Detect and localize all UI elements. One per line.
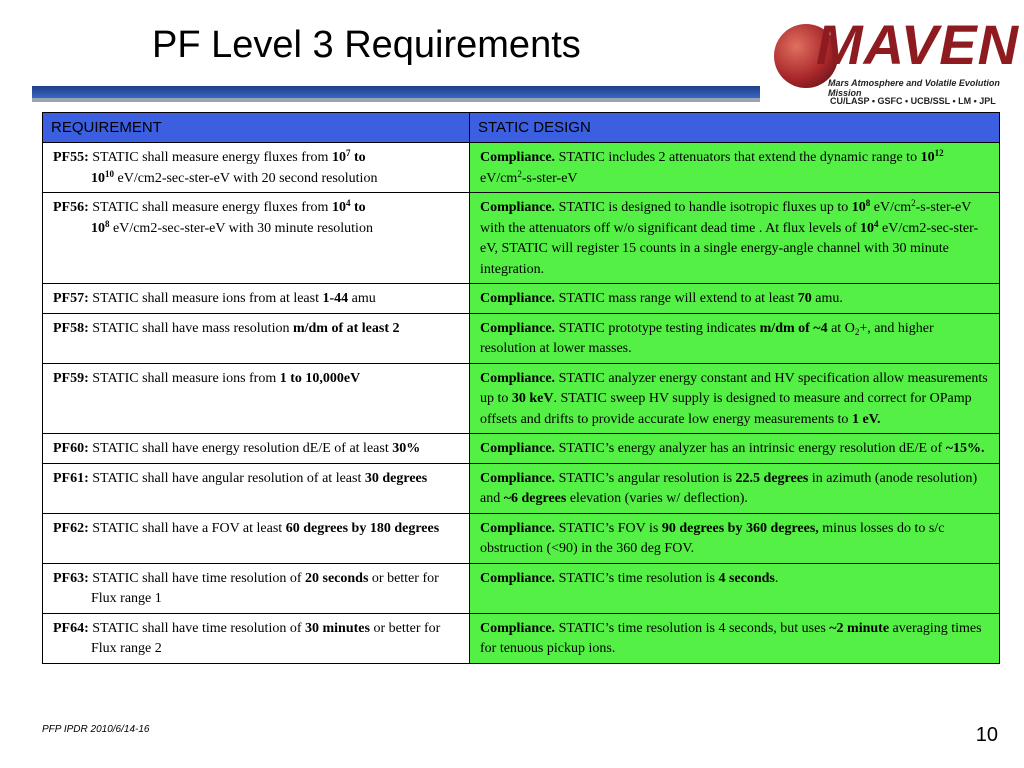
text-run: STATIC shall measure energy fluxes from: [92, 150, 332, 165]
requirement-cell: [43, 284, 470, 314]
logo-partners: CU/LASP • GSFC • UCB/SSL • LM • JPL: [830, 96, 996, 106]
text-run: Compliance.: [480, 441, 556, 456]
text-run: at O: [827, 320, 855, 336]
text-run: 10: [331, 150, 346, 165]
text-run: eV/cm: [870, 200, 912, 215]
text-run: ~15%.: [945, 441, 985, 456]
page-number: 10: [975, 724, 998, 746]
logo-wordmark: MAVEN: [816, 13, 1020, 76]
text-run: ~2 minute: [829, 620, 890, 636]
footer-text: PFP IPDR 2010/6/14-16: [42, 724, 150, 735]
text-run: 10: [920, 150, 935, 165]
text-run: 2: [911, 198, 916, 208]
text-run: STATIC analyzer energy constant and HV specification allow measurements up to: [480, 370, 988, 406]
requirement-id: PF57:: [53, 291, 89, 306]
requirement-id: PF64:: [53, 620, 89, 636]
title-rule-shadow: [32, 98, 760, 102]
design-cell: [470, 193, 1000, 284]
text-run: amu.: [811, 291, 843, 306]
requirement-cell: [43, 193, 470, 284]
requirement-id: PF63:: [53, 570, 89, 586]
design-cell: [470, 563, 1000, 613]
text-run: 4: [874, 218, 879, 229]
text-run: STATIC mass range will extend to at least: [555, 291, 798, 306]
text-run: STATIC shall measure ions from at least: [92, 291, 323, 306]
page-title: PF Level 3 Requirements: [152, 24, 581, 66]
table-row: [43, 434, 1000, 464]
text-run: to: [350, 200, 366, 215]
requirement-text: [53, 148, 459, 189]
text-run: in azimuth (anode resolution) and: [480, 470, 978, 506]
text-run: minus losses do to s/c obstruction (<90) in the 360 deg FOV.: [480, 520, 945, 556]
text-run: 20 seconds: [305, 570, 369, 586]
header-requirement: REQUIREMENT: [43, 113, 470, 143]
text-run: STATIC includes 2 attenuators that extend the dynamic range to: [555, 150, 921, 165]
table-row: [43, 513, 1000, 563]
text-run: STATIC shall have time resolution of: [92, 570, 305, 586]
text-run: averaging times for tenuous pickup ions.: [480, 620, 982, 656]
requirement-text: [53, 619, 459, 660]
text-run: m/dm of ~4: [759, 320, 828, 336]
requirement-id: PF56:: [53, 200, 89, 215]
table-row: [43, 193, 1000, 284]
text-run: Compliance.: [480, 470, 556, 486]
design-cell: [470, 143, 1000, 193]
text-run: 10: [860, 220, 874, 236]
requirement-cell: [43, 363, 470, 434]
design-cell: [470, 434, 1000, 464]
requirement-id: PF58:: [53, 320, 89, 336]
text-run: eV/cm2-sec-ster-eV, STATIC will register 15 counts in a single energy-angle channel with 30 minute integration.: [480, 220, 979, 277]
text-run: 90 degrees by 360 degrees,: [661, 520, 819, 536]
table-row: [43, 363, 1000, 434]
text-run: 1 eV.: [851, 411, 881, 427]
text-run: STATIC’s energy analyzer has an intrinsic energy resolution dE/E of: [555, 441, 946, 456]
requirements-table: [42, 112, 1000, 664]
text-run: 10: [91, 170, 105, 186]
text-run: STATIC shall have mass resolution: [92, 320, 293, 336]
text-run: 30 degrees: [364, 470, 428, 486]
text-run: STATIC shall have angular resolution of at least: [92, 470, 365, 486]
header-static-design: STATIC DESIGN: [470, 113, 1000, 143]
table-row: [43, 563, 1000, 613]
text-run: eV/cm2-sec-ster-eV with 20 second resolution: [114, 170, 378, 186]
requirement-text: [53, 319, 459, 340]
text-run: . STATIC sweep HV supply is designed to measure and correct for OPamp offsets and drifts to provide accurate low energy measurements to: [480, 391, 972, 427]
text-run: STATIC’s angular resolution is: [555, 470, 736, 486]
requirement-id: PF59:: [53, 370, 89, 386]
text-run: Compliance.: [480, 320, 556, 336]
text-run: 10: [851, 200, 866, 215]
requirement-cell: [43, 463, 470, 513]
text-run: -s-ster-eV with the attenuators off w/o significant dead time . At flux levels of: [480, 200, 972, 236]
text-run: .: [774, 570, 779, 586]
table-row: [43, 143, 1000, 193]
text-run: 7: [345, 148, 351, 158]
requirement-id: PF61:: [53, 470, 89, 486]
requirement-id: PF60:: [53, 441, 89, 456]
text-run: to: [350, 150, 366, 165]
title-rule: [32, 86, 760, 98]
text-run: 60 degrees by 180 degrees: [285, 520, 440, 536]
text-run: Compliance.: [480, 370, 556, 386]
text-run: -s-ster-eV: [521, 170, 578, 186]
requirement-cell: [43, 513, 470, 563]
text-run: 2: [854, 326, 860, 337]
table-row: [43, 463, 1000, 513]
text-run: eV/cm2-sec-ster-eV with 30 minute resolution: [109, 220, 373, 236]
requirement-cell: [43, 563, 470, 613]
text-run: ~6 degrees: [503, 491, 567, 506]
text-run: STATIC’s time resolution is: [555, 570, 719, 586]
requirement-text: [53, 369, 459, 390]
text-run: 1-44: [322, 291, 349, 306]
table-header-row: [43, 113, 1000, 143]
design-cell: [470, 363, 1000, 434]
text-run: 30 minutes: [305, 620, 370, 636]
text-run: 10: [331, 200, 346, 215]
text-run: eV/cm: [480, 170, 518, 186]
text-run: or better for Flux range 1: [91, 570, 439, 606]
requirement-text: [53, 289, 459, 310]
text-run: +, and higher resolution at lower masses.: [480, 320, 934, 356]
text-run: 10: [105, 168, 114, 179]
requirement-cell: [43, 434, 470, 464]
text-run: 30 keV: [511, 391, 554, 406]
text-run: 4: [345, 198, 351, 208]
maven-logo: [770, 10, 1020, 110]
text-run: amu: [348, 291, 376, 306]
text-run: 10: [91, 220, 105, 236]
text-run: STATIC shall have time resolution of: [92, 620, 305, 636]
requirement-text: [53, 469, 459, 490]
design-cell: [470, 284, 1000, 314]
requirement-cell: [43, 313, 470, 363]
text-run: Compliance.: [480, 620, 556, 636]
text-run: Compliance.: [480, 150, 556, 165]
requirement-text: [53, 198, 459, 239]
text-run: STATIC’s time resolution is 4 seconds, but uses: [555, 620, 830, 636]
requirement-id: PF55:: [53, 150, 89, 165]
text-run: 1 to 10,000eV: [279, 370, 361, 386]
text-run: Compliance.: [480, 200, 556, 215]
design-cell: [470, 613, 1000, 663]
text-run: STATIC shall measure energy fluxes from: [92, 200, 332, 215]
text-run: 30%: [392, 441, 421, 456]
text-run: 8: [865, 198, 871, 208]
text-run: m/dm of at least 2: [292, 320, 400, 336]
text-run: STATIC prototype testing indicates: [555, 320, 760, 336]
text-run: or better for Flux range 2: [91, 620, 441, 656]
text-run: Compliance.: [480, 570, 556, 586]
table-row: [43, 313, 1000, 363]
text-run: 70: [797, 291, 812, 306]
design-cell: [470, 313, 1000, 363]
text-run: Compliance.: [480, 520, 556, 536]
text-run: STATIC’s FOV is: [555, 520, 662, 536]
text-run: 22.5 degrees: [735, 470, 809, 486]
logo-subtitle: Mars Atmosphere and Volatile Evolution Mission: [828, 78, 1000, 98]
requirement-cell: [43, 613, 470, 663]
table-row: [43, 284, 1000, 314]
design-cell: [470, 513, 1000, 563]
text-run: 8: [105, 218, 110, 229]
requirement-text: [53, 439, 459, 460]
text-run: 4 seconds: [718, 570, 775, 586]
requirement-cell: [43, 143, 470, 193]
text-run: Compliance.: [480, 291, 556, 306]
design-cell: [470, 463, 1000, 513]
text-run: 12: [934, 148, 944, 158]
text-run: STATIC is designed to handle isotropic fluxes up to: [555, 200, 852, 215]
requirement-text: [53, 519, 459, 540]
table-row: [43, 613, 1000, 663]
requirement-id: PF62:: [53, 520, 89, 536]
text-run: elevation (varies w/ deflection).: [566, 491, 748, 506]
text-run: STATIC shall have a FOV at least: [92, 520, 286, 536]
text-run: STATIC shall have energy resolution dE/E of at least: [92, 441, 393, 456]
text-run: STATIC shall measure ions from: [92, 370, 280, 386]
text-run: 2: [517, 168, 522, 179]
requirement-text: [53, 569, 459, 610]
